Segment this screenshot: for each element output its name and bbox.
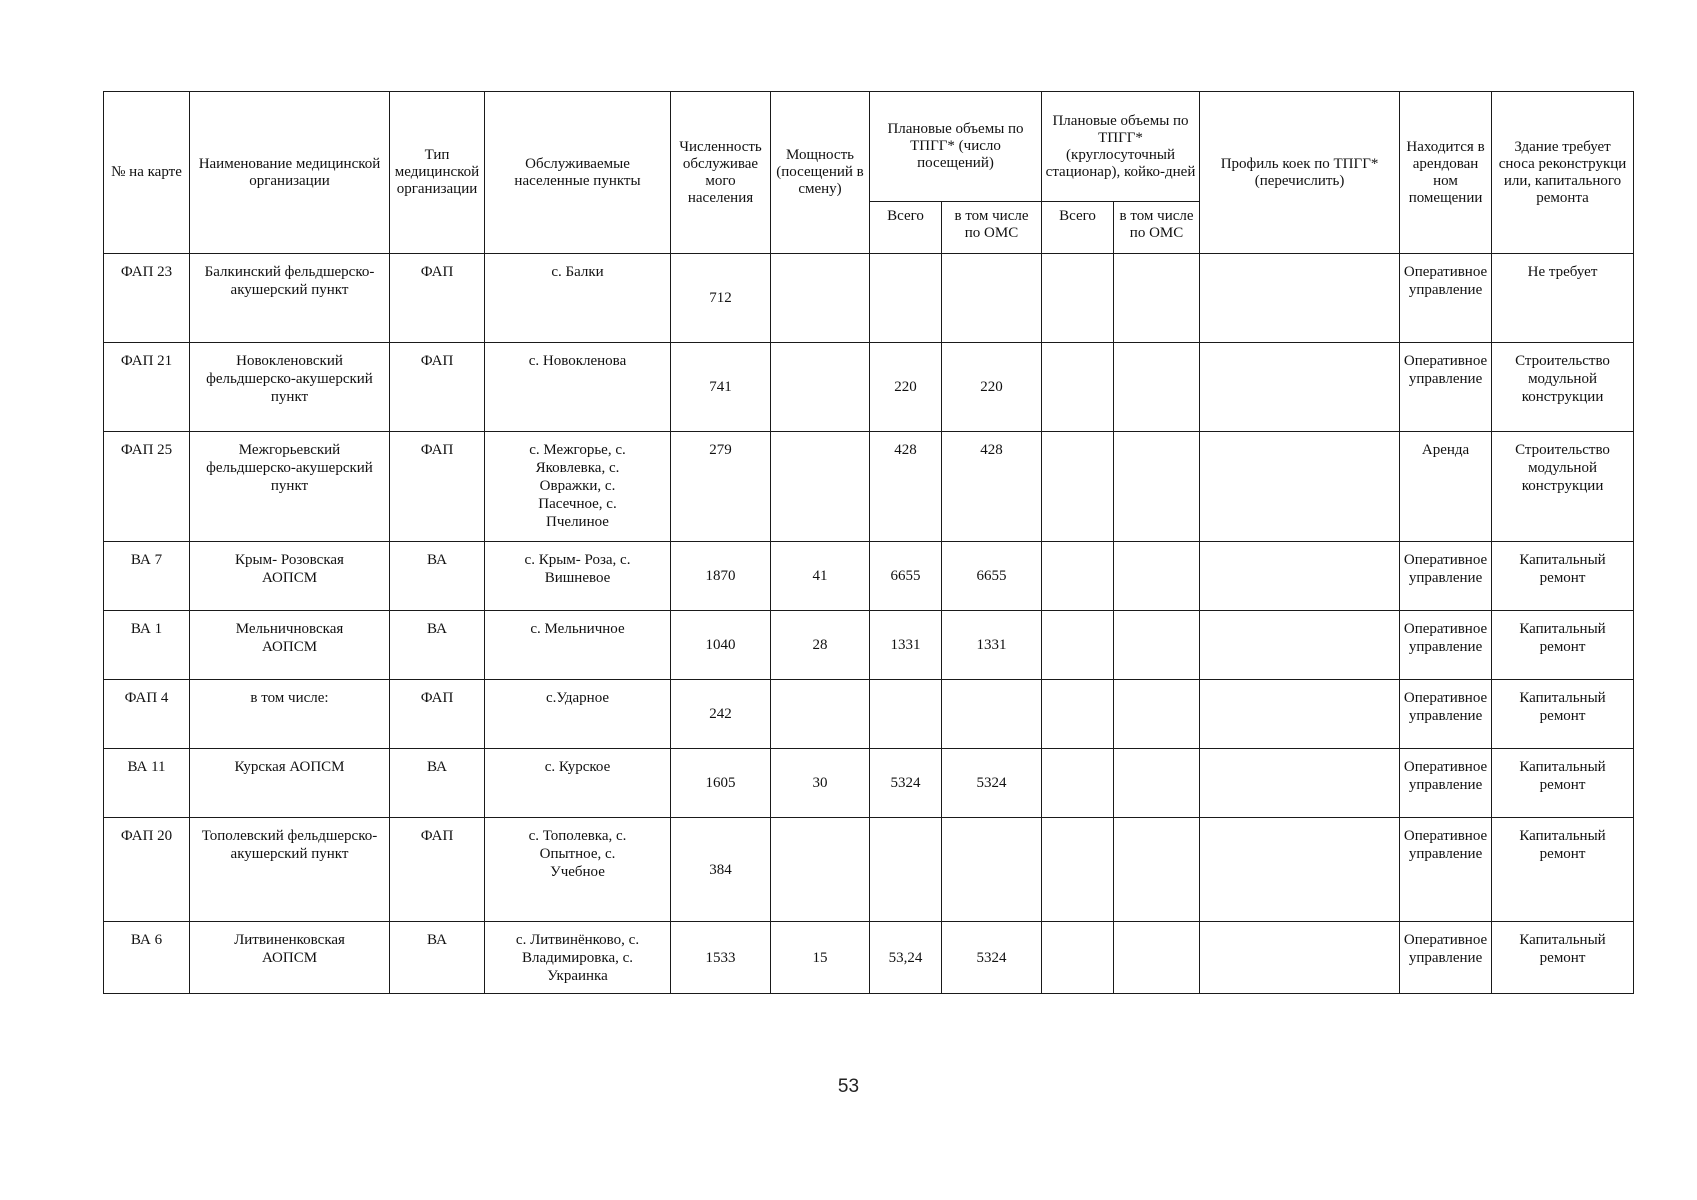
cell-hosp-total (1042, 680, 1114, 749)
page-number: 53 (837, 1076, 860, 1097)
cell-visits-oms (942, 818, 1042, 922)
header-hospital-group: Плановые объемы по ТПГГ* (круглосуточный стационар), койко-дней (1042, 92, 1200, 202)
cell-map: ФАП 4 (104, 680, 190, 749)
header-population: Численность обслуживае мого населения (671, 92, 771, 254)
cell-capacity (771, 254, 870, 343)
cell-hosp-total (1042, 922, 1114, 994)
cell-map: ВА 11 (104, 749, 190, 818)
cell-name: Балкинский фельдшерско-акушерский пункт (190, 254, 390, 343)
cell-map: ФАП 20 (104, 818, 190, 922)
cell-profile (1200, 818, 1400, 922)
table-row (104, 611, 1634, 680)
cell-name: Мельничновская АОПСМ (190, 611, 390, 680)
header-bed-profile: Профиль коек по ТПГГ* (перечислить) (1200, 92, 1400, 254)
header-visits-group: Плановые объемы по ТПГГ* (число посещений) (870, 92, 1042, 202)
cell-profile (1200, 922, 1400, 994)
cell-premises: Оперативное управление (1400, 818, 1492, 922)
header-capacity: Мощность (посещений в смену) (771, 92, 870, 254)
table-row (104, 254, 1634, 343)
facilities-table-container (103, 91, 1634, 994)
cell-name: Крым- Розовская АОПСМ (190, 542, 390, 611)
cell-hosp-oms (1114, 542, 1200, 611)
cell-visits-total (870, 254, 942, 343)
cell-map: ВА 6 (104, 922, 190, 994)
cell-capacity: 41 (771, 542, 870, 611)
cell-hosp-oms (1114, 343, 1200, 432)
cell-premises: Оперативное управление (1400, 254, 1492, 343)
cell-name: Новокленовский фельдшерско-акушерский пункт (190, 343, 390, 432)
table-row (104, 432, 1634, 542)
cell-capacity: 28 (771, 611, 870, 680)
cell-capacity (771, 343, 870, 432)
cell-visits-oms (942, 680, 1042, 749)
cell-type: ФАП (390, 432, 485, 542)
cell-hosp-total (1042, 818, 1114, 922)
facilities-table (103, 91, 1634, 994)
cell-hosp-total (1042, 542, 1114, 611)
cell-type: ВА (390, 542, 485, 611)
cell-profile (1200, 432, 1400, 542)
cell-visits-oms: 6655 (942, 542, 1042, 611)
cell-type: ВА (390, 611, 485, 680)
table-row (104, 542, 1634, 611)
cell-settlements: с. Мельничное (485, 611, 671, 680)
cell-visits-total: 53,24 (870, 922, 942, 994)
cell-premises: Оперативное управление (1400, 749, 1492, 818)
header-map-no: № на карте (104, 92, 190, 254)
cell-settlements: с. Тополевка, с. Опытное, с. Учебное (485, 818, 671, 922)
cell-population: 1605 (671, 749, 771, 818)
table-row (104, 818, 1634, 922)
cell-settlements: с. Балки (485, 254, 671, 343)
header-visits-total: Всего (870, 202, 942, 254)
header-settlements: Обслуживаемые населенные пункты (485, 92, 671, 254)
cell-map: ФАП 25 (104, 432, 190, 542)
cell-premises: Оперативное управление (1400, 542, 1492, 611)
table-body (104, 254, 1634, 994)
cell-capacity (771, 818, 870, 922)
cell-visits-oms: 220 (942, 343, 1042, 432)
cell-settlements: с. Крым- Роза, с. Вишневое (485, 542, 671, 611)
cell-premises: Оперативное управление (1400, 680, 1492, 749)
cell-hosp-oms (1114, 680, 1200, 749)
cell-name: Тополевский фельдшерско-акушерский пункт (190, 818, 390, 922)
cell-map: ФАП 23 (104, 254, 190, 343)
header-visits-oms: в том числе по ОМС (942, 202, 1042, 254)
cell-hosp-oms (1114, 432, 1200, 542)
cell-capacity: 30 (771, 749, 870, 818)
cell-population: 384 (671, 818, 771, 922)
cell-settlements: с. Новокленова (485, 343, 671, 432)
cell-population: 1533 (671, 922, 771, 994)
cell-hosp-total (1042, 611, 1114, 680)
cell-type: ФАП (390, 343, 485, 432)
header-org-name: Наименование медицинской организации (190, 92, 390, 254)
cell-capacity (771, 680, 870, 749)
table-row (104, 680, 1634, 749)
cell-settlements: с. Литвинёнково, с. Владимировка, с. Украинка (485, 922, 671, 994)
cell-type: ВА (390, 922, 485, 994)
cell-capacity: 15 (771, 922, 870, 994)
cell-settlements: с.Ударное (485, 680, 671, 749)
cell-population: 712 (671, 254, 771, 343)
cell-population: 279 (671, 432, 771, 542)
cell-visits-total: 5324 (870, 749, 942, 818)
cell-profile (1200, 749, 1400, 818)
cell-population: 1870 (671, 542, 771, 611)
cell-hosp-oms (1114, 749, 1200, 818)
header-rented: Находится в арендован ном помещении (1400, 92, 1492, 254)
cell-hosp-total (1042, 343, 1114, 432)
cell-hosp-total (1042, 254, 1114, 343)
cell-visits-total (870, 680, 942, 749)
cell-building: Капитальный ремонт (1492, 922, 1634, 994)
cell-population: 242 (671, 680, 771, 749)
header-building: Здание требует сноса реконструкци или, капитального ремонта (1492, 92, 1634, 254)
table-row (104, 922, 1634, 994)
cell-hosp-total (1042, 432, 1114, 542)
cell-profile (1200, 680, 1400, 749)
cell-premises: Аренда (1400, 432, 1492, 542)
cell-type: ВА (390, 749, 485, 818)
cell-map: ФАП 21 (104, 343, 190, 432)
table-row (104, 343, 1634, 432)
cell-name: Курская АОПСМ (190, 749, 390, 818)
cell-visits-oms: 1331 (942, 611, 1042, 680)
cell-map: ВА 1 (104, 611, 190, 680)
cell-building: Капитальный ремонт (1492, 680, 1634, 749)
cell-hosp-oms (1114, 818, 1200, 922)
cell-hosp-oms (1114, 922, 1200, 994)
cell-building: Строительство модульной конструкции (1492, 343, 1634, 432)
cell-map: ВА 7 (104, 542, 190, 611)
cell-hosp-oms (1114, 254, 1200, 343)
cell-population: 1040 (671, 611, 771, 680)
table-header (104, 92, 1634, 254)
cell-capacity (771, 432, 870, 542)
cell-settlements: с. Межгорье, с. Яковлевка, с. Овражки, с. Пасечное, с. Пчелиное (485, 432, 671, 542)
cell-visits-oms: 5324 (942, 749, 1042, 818)
cell-building: Капитальный ремонт (1492, 749, 1634, 818)
cell-settlements: с. Курское (485, 749, 671, 818)
table-row (104, 749, 1634, 818)
cell-premises: Оперативное управление (1400, 343, 1492, 432)
cell-building: Не требует (1492, 254, 1634, 343)
cell-profile (1200, 343, 1400, 432)
cell-type: ФАП (390, 254, 485, 343)
cell-visits-total (870, 818, 942, 922)
cell-name: Межгорьевский фельдшерско-акушерский пункт (190, 432, 390, 542)
cell-premises: Оперативное управление (1400, 922, 1492, 994)
cell-name: Литвиненковская АОПСМ (190, 922, 390, 994)
cell-visits-total: 6655 (870, 542, 942, 611)
cell-type: ФАП (390, 818, 485, 922)
cell-visits-oms: 5324 (942, 922, 1042, 994)
cell-visits-oms: 428 (942, 432, 1042, 542)
cell-building: Строительство модульной конструкции (1492, 432, 1634, 542)
header-org-type: Тип медицинской организации (390, 92, 485, 254)
cell-hosp-oms (1114, 611, 1200, 680)
cell-type: ФАП (390, 680, 485, 749)
cell-visits-total: 1331 (870, 611, 942, 680)
cell-building: Капитальный ремонт (1492, 611, 1634, 680)
header-hospital-total: Всего (1042, 202, 1114, 254)
cell-name: в том числе: (190, 680, 390, 749)
cell-premises: Оперативное управление (1400, 611, 1492, 680)
cell-building: Капитальный ремонт (1492, 542, 1634, 611)
cell-visits-oms (942, 254, 1042, 343)
cell-visits-total: 220 (870, 343, 942, 432)
cell-profile (1200, 611, 1400, 680)
cell-building: Капитальный ремонт (1492, 818, 1634, 922)
header-hospital-oms: в том числе по ОМС (1114, 202, 1200, 254)
cell-profile (1200, 254, 1400, 343)
cell-population: 741 (671, 343, 771, 432)
cell-profile (1200, 542, 1400, 611)
cell-hosp-total (1042, 749, 1114, 818)
cell-visits-total: 428 (870, 432, 942, 542)
